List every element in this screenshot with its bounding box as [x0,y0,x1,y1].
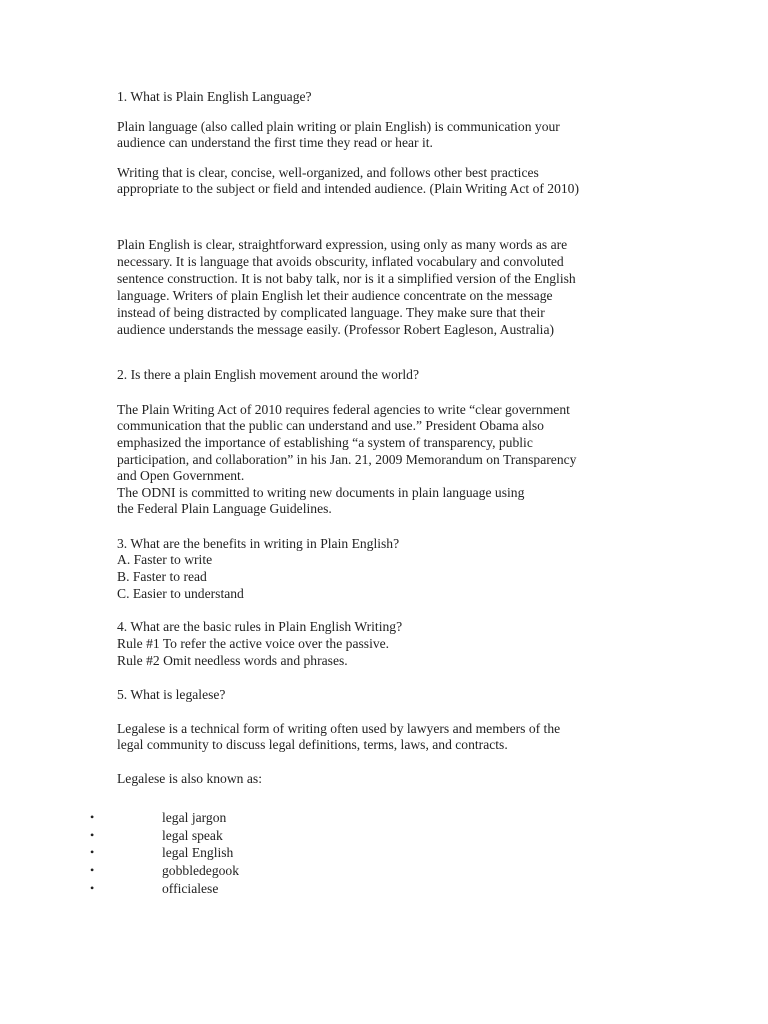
q2-paragraph-line1: The Plain Writing Act of 2010 requires federal agencies to write “clear government [117,402,570,417]
q1-paragraph2-line2: appropriate to the subject or field and intended audience. (Plain Writing Act of 2010) [117,181,580,196]
list-item-label: legal jargon [162,810,227,825]
q5-heading: 5. What is legalese? [117,687,226,702]
q1-paragraph3-line5: instead of being distracted by complicated language. They make sure that their [117,305,545,320]
q3-heading: 3. What are the benefits in writing in Plain English? [117,536,400,551]
q2-paragraph-line6: The ODNI is committed to writing new documents in plain language using [117,485,525,500]
q3-item-c: C. Easier to understand [117,586,244,601]
q1-paragraph3-line4: language. Writers of plain English let their audience concentrate on the message [117,288,553,303]
q2-paragraph-line4: participation, and collaboration” in his Jan. 21, 2009 Memorandum on Transparency [117,452,577,467]
q3-item-a: A. Faster to write [117,552,213,567]
bullet-icon: • [90,845,95,859]
q2-heading: 2. Is there a plain English movement around the world? [117,367,420,382]
q5-paragraph-line1: Legalese is a technical form of writing often used by lawyers and members of the [117,721,561,736]
q2-paragraph-line7: the Federal Plain Language Guidelines. [117,501,332,516]
list-item-label: gobbledegook [162,863,240,878]
bullet-icon: • [90,881,95,895]
list-item [0,809,768,826]
list-item-label: legal speak [162,828,223,843]
q4-rule-1: Rule #1 To refer the active voice over the passive. [117,636,390,651]
q1-paragraph3-line1: Plain English is clear, straightforward expression, using only as many words as are [117,237,568,252]
list-item-label: legal English [162,845,234,860]
q1-paragraph3-line2: necessary. It is language that avoids obscurity, inflated vocabulary and convoluted [117,254,564,269]
list-item-label: officialese [162,881,219,896]
q2-paragraph-line3: emphasized the importance of establishing “a system of transparency, public [117,435,533,450]
bullet-icon: • [90,810,95,824]
q4-heading: 4. What are the basic rules in Plain English Writing? [117,619,403,634]
q3-item-b: B. Faster to read [117,569,207,584]
q1-paragraph1-line2: audience can understand the first time they read or hear it. [117,135,433,150]
q5-also-known-as: Legalese is also known as: [117,771,262,786]
q1-heading: 1. What is Plain English Language? [117,89,312,104]
q1-paragraph3-line6: audience understands the message easily. (Professor Robert Eagleson, Australia) [117,322,555,337]
q4-rule-2: Rule #2 Omit needless words and phrases. [117,653,348,668]
q1-paragraph2-line1: Writing that is clear, concise, well-organized, and follows other best practices [117,165,539,180]
list-item [0,862,768,879]
q2-paragraph-line5: and Open Government. [117,468,245,483]
q1-paragraph3-line3: sentence construction. It is not baby talk, nor is it a simplified version of the English [117,271,576,286]
q5-paragraph-line2: legal community to discuss legal definitions, terms, laws, and contracts. [117,737,508,752]
q2-paragraph-line2: communication that the public can understand and use.” President Obama also [117,418,544,433]
bullet-icon: • [90,863,95,877]
list-item [0,880,768,897]
q1-paragraph1-line1: Plain language (also called plain writing or plain English) is communication your [117,119,560,134]
list-item [0,827,768,844]
bullet-icon: • [90,828,95,842]
list-item [0,844,768,861]
